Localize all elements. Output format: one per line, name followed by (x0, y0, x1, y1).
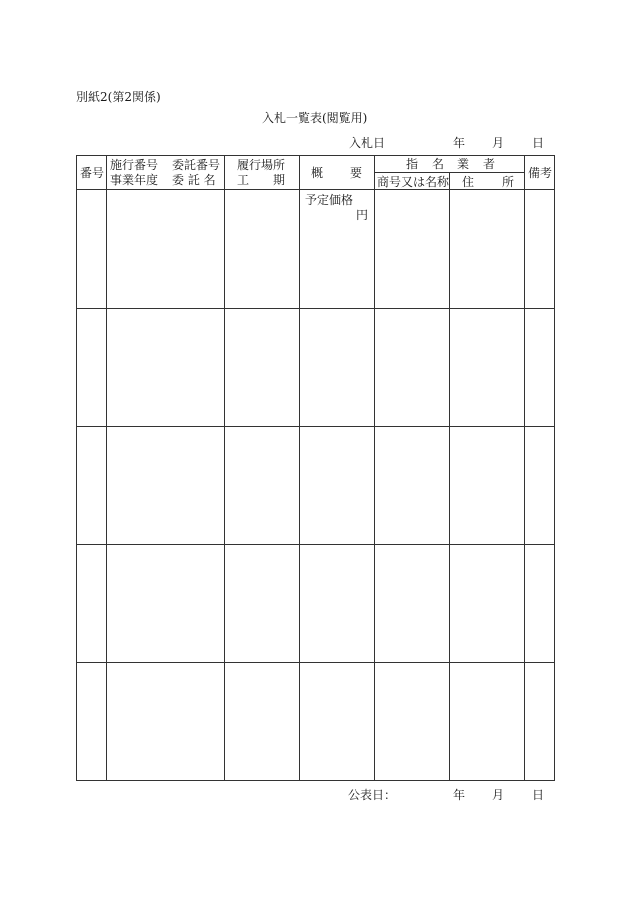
table-border-bottom (76, 780, 555, 781)
row-divider-1 (76, 308, 555, 309)
table-border-right (554, 155, 555, 781)
row-divider-4 (76, 662, 555, 663)
bid-month-label: 月 (492, 136, 505, 150)
header-designated-b: 名 (432, 157, 445, 171)
header-commission-name: 委 託 名 (172, 173, 216, 187)
publish-day-label: 日 (532, 788, 545, 802)
bid-day-label: 日 (532, 136, 545, 150)
table-border-left (76, 155, 77, 781)
header-designated-a: 指 (406, 157, 419, 171)
appendix-label: 別紙2(第2関係) (76, 90, 161, 104)
col-divider-1 (106, 155, 107, 781)
col-divider-6 (524, 155, 525, 781)
header-remarks: 備考 (528, 166, 553, 180)
header-period-a: 工 (237, 173, 250, 187)
estimated-price-unit: 円 (356, 208, 369, 222)
header-address-b: 所 (502, 175, 515, 189)
publish-month-label: 月 (492, 788, 505, 802)
row-divider-3 (76, 544, 555, 545)
header-location: 履行場所 (237, 158, 286, 172)
header-period-b: 期 (273, 173, 286, 187)
header-bottom-line (76, 189, 555, 190)
col-divider-3 (299, 155, 300, 781)
header-designated-c: 業 (457, 157, 470, 171)
col-divider-2 (224, 155, 225, 781)
estimated-price-label: 予定価格 (305, 193, 354, 207)
header-commission-number: 委託番号 (172, 158, 221, 172)
document-title: 入札一覧表(閲覧用) (262, 111, 368, 125)
header-address-a: 住 (462, 175, 475, 189)
row-divider-2 (76, 426, 555, 427)
header-trade-name: 商号又は名称 (377, 175, 450, 189)
bid-year-label: 年 (453, 136, 466, 150)
header-fiscal-year: 事業年度 (110, 173, 159, 187)
publish-date-label: 公表日： (348, 788, 397, 802)
col-divider-4 (374, 155, 375, 781)
header-designated-d: 者 (483, 157, 496, 171)
col-divider-5 (449, 172, 450, 781)
header-number: 番号 (80, 166, 105, 180)
header-summary-b: 要 (350, 166, 363, 180)
header-work-number: 施行番号 (110, 158, 159, 172)
table-border-top (76, 155, 555, 156)
header-summary-a: 概 (311, 166, 324, 180)
publish-year-label: 年 (453, 788, 466, 802)
bid-date-label: 入札日 (349, 136, 386, 150)
